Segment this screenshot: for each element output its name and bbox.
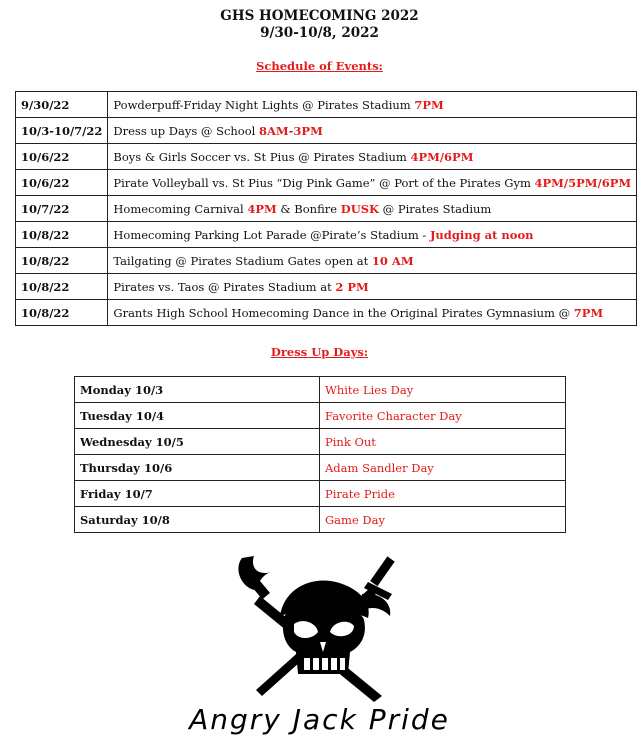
event-time: 4PM/6PM xyxy=(410,149,474,164)
dress-theme: Pink Out xyxy=(320,429,566,455)
event-date: 10/7/22 xyxy=(16,196,108,222)
table-row xyxy=(16,196,637,222)
dress-theme: Adam Sandler Day xyxy=(320,455,566,481)
table-row xyxy=(16,248,637,274)
page-title: GHS HOMECOMING 2022 xyxy=(220,8,419,24)
event-description: Grants High School Homecoming Dance in the Original Pirates Gymnasium @ 7PM xyxy=(108,300,637,326)
event-time: 10 AM xyxy=(371,253,414,268)
table-row xyxy=(75,429,566,455)
event-date: 10/6/22 xyxy=(16,144,108,170)
event-description: Boys & Girls Soccer vs. St Pius @ Pirates Stadium 4PM/6PM xyxy=(108,144,637,170)
event-description: Homecoming Parking Lot Parade @Pirate’s Stadium - Judging at noon xyxy=(108,222,637,248)
table-row xyxy=(75,481,566,507)
table-row xyxy=(75,507,566,533)
table-row xyxy=(16,170,637,196)
dress-day: Friday 10/7 xyxy=(75,481,320,507)
event-time: 2 PM xyxy=(335,279,369,294)
event-date: 10/8/22 xyxy=(16,274,108,300)
schedule-heading: Schedule of Events: xyxy=(256,59,383,73)
schedule-table xyxy=(15,91,637,326)
dress-up-table xyxy=(74,376,566,533)
table-row xyxy=(75,403,566,429)
table-row xyxy=(16,144,637,170)
event-description: Homecoming Carnival 4PM & Bonfire DUSK @ Pirates Stadium xyxy=(108,196,637,222)
dress-theme: Game Day xyxy=(320,507,566,533)
table-row xyxy=(16,222,637,248)
event-description: Pirates vs. Taos @ Pirates Stadium at 2 PM xyxy=(108,274,637,300)
dress-up-heading: Dress Up Days: xyxy=(270,345,369,359)
dress-theme: Favorite Character Day xyxy=(320,403,566,429)
table-row xyxy=(75,455,566,481)
pirate-skull-crossed-swords-icon xyxy=(232,546,412,706)
event-time: 8AM-3PM xyxy=(259,123,323,138)
event-time: Judging at noon xyxy=(429,227,534,242)
dress-day: Wednesday 10/5 xyxy=(75,429,320,455)
event-time: 4PM xyxy=(247,201,277,216)
dress-day: Saturday 10/8 xyxy=(75,507,320,533)
dress-day: Monday 10/3 xyxy=(75,377,320,403)
event-time-2: DUSK xyxy=(340,201,380,216)
event-time: 4PM/5PM/6PM xyxy=(534,175,632,190)
table-row xyxy=(16,92,637,118)
dress-day: Tuesday 10/4 xyxy=(75,403,320,429)
table-row xyxy=(16,274,637,300)
event-description: Dress up Days @ School 8AM-3PM xyxy=(108,118,637,144)
event-date: 10/8/22 xyxy=(16,222,108,248)
event-description: Tailgating @ Pirates Stadium Gates open at 10 AM xyxy=(108,248,637,274)
event-time: 7PM xyxy=(573,305,604,320)
event-time: 7PM xyxy=(414,97,444,112)
dress-day: Thursday 10/6 xyxy=(75,455,320,481)
event-date: 9/30/22 xyxy=(16,92,108,118)
table-row xyxy=(16,118,637,144)
footer-slogan: Angry Jack Pride xyxy=(189,703,450,736)
dress-theme: Pirate Pride xyxy=(320,481,566,507)
table-row xyxy=(16,300,637,326)
event-date: 10/8/22 xyxy=(16,248,108,274)
event-description: Pirate Volleyball vs. St Pius “Dig Pink Game” @ Port of the Pirates Gym 4PM/5PM/6PM xyxy=(108,170,637,196)
event-date: 10/8/22 xyxy=(16,300,108,326)
dress-theme: White Lies Day xyxy=(320,377,566,403)
table-row xyxy=(75,377,566,403)
event-description: Powderpuff-Friday Night Lights @ Pirates Stadium 7PM xyxy=(108,92,637,118)
event-date: 10/6/22 xyxy=(16,170,108,196)
date-range: 9/30-10/8, 2022 xyxy=(260,25,379,41)
event-date: 10/3-10/7/22 xyxy=(16,118,108,144)
